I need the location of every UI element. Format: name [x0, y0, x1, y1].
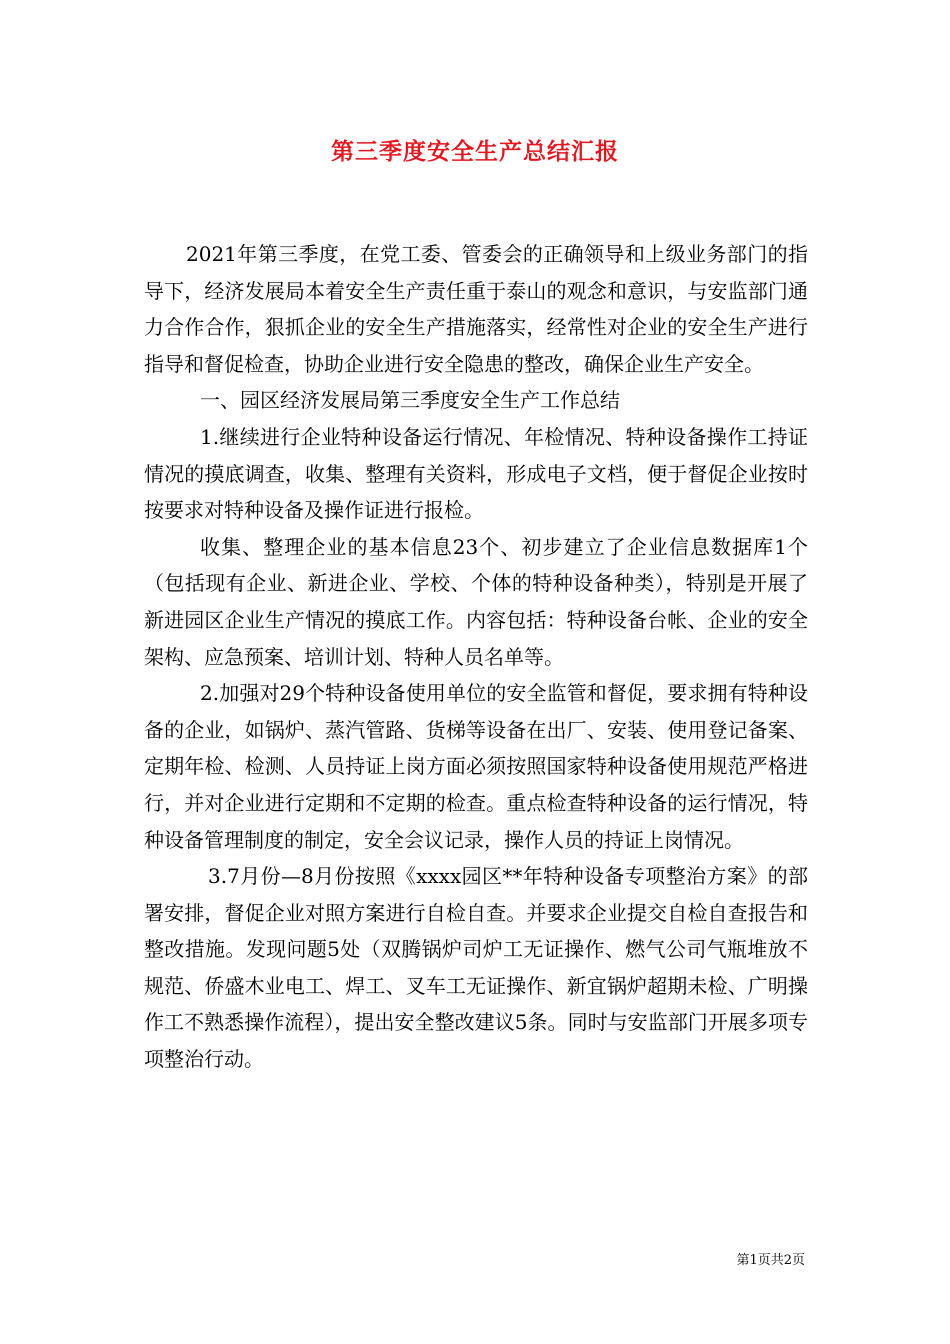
paragraph-item-1: 1.继续进行企业特种设备运行情况、年检情况、特种设备操作工持证情况的摸底调查，收集、整理有关资料，形成电子文档，便于督促企业按时按要求对特种设备及操作证进行报检。 [144, 424, 808, 523]
document-body [144, 236, 808, 1078]
paragraph-item-2: 2.加强对29个特种设备使用单位的安全监管和督促，要求拥有特种设备的企业，如锅炉、蒸汽管路、货梯等设备在出厂、安装、使用登记备案、定期年检、检测、人员持证上岗方面必须按照国家特种设备使用规范严格进行，并对企业进行定期和不定期的检查。重点检查特种设备的运行情况，特种设备管理制度的制定，安全会议记录，操作人员的持证上岗情况。 [144, 681, 808, 852]
paragraph-item-3: 3.7月份—8月份按照《xxxx园区**年特种设备专项整治方案》的部署安排，督促企业对照方案进行自检自查。并要求企业提交自检自查报告和整改措施。发现问题5处（双腾锅炉司炉工无证操作、燃气公司气瓶堆放不规范、侨盛木业电工、焊工、叉车工无证操作、新宜锅炉超期未检、广明操作工不熟悉操作流程），提出安全整改建议5条。同时与安监部门开展多项专项整治行动。 [144, 864, 808, 1072]
paragraph-item-1-detail: 收集、整理企业的基本信息23个、初步建立了企业信息数据库1个（包括现有企业、新进企业、学校、个体的特种设备种类），特别是开展了新进园区企业生产情况的摸底工作。内容包括：特种设备台帐、企业的安全架构、应急预案、培训计划、特种人员名单等。 [144, 534, 808, 669]
page-number-footer: 第1页共2页 [736, 1253, 805, 1268]
section-heading: 一、园区经济发展局第三季度安全生产工作总结 [200, 388, 620, 413]
document-title: 第三季度安全生产总结汇报 [331, 138, 619, 165]
paragraph-intro: 2021年第三季度，在党工委、管委会的正确领导和上级业务部门的指导下，经济发展局本着安全生产责任重于泰山的观念和意识，与安监部门通力合作合作，狠抓企业的安全生产措施落实，经常性对企业的安全生产进行指导和督促检查，协助企业进行安全隐患的整改，确保企业生产安全。 [144, 242, 808, 376]
